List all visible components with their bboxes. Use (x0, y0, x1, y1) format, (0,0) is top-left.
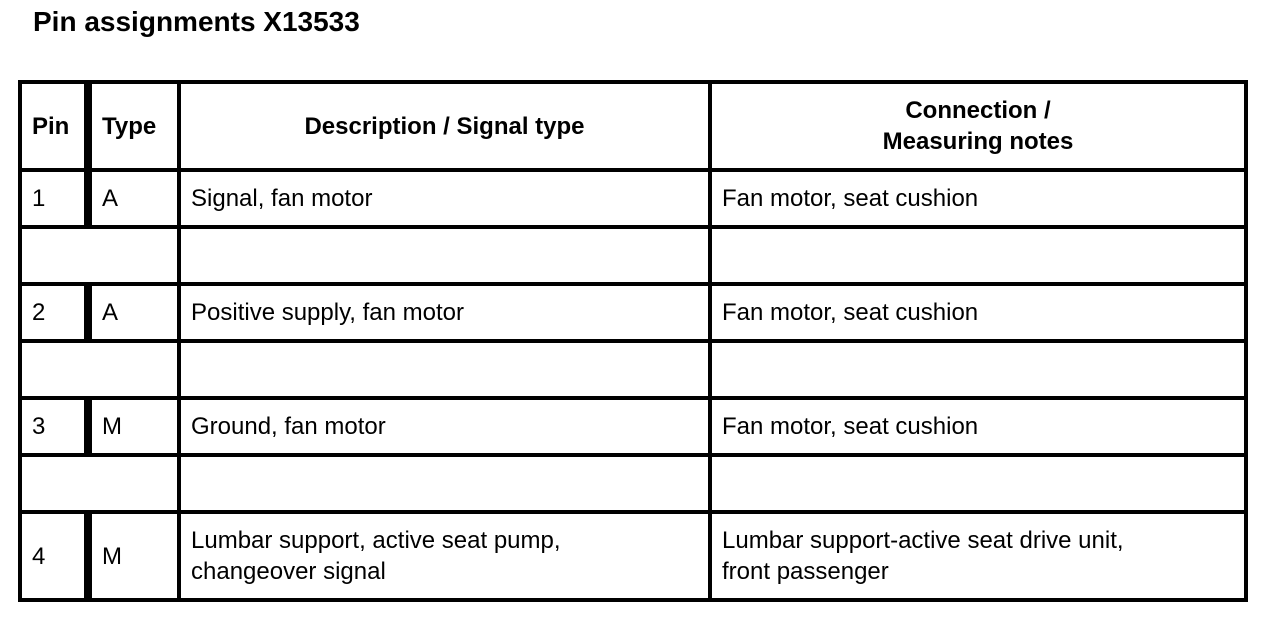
cell-pin-type-empty (20, 455, 179, 512)
cell-pin: 3 (20, 398, 88, 455)
cell-connection: Fan motor, seat cushion (710, 284, 1246, 341)
cell-description (179, 227, 710, 284)
page-title: Pin assignments X13533 (33, 6, 360, 37)
cell-pin-type-empty (20, 227, 179, 284)
table-row (20, 170, 1246, 227)
cell-connection (710, 227, 1246, 284)
cell-pin-type-empty (20, 341, 179, 398)
cell-type: M (88, 398, 179, 455)
cell-connection (710, 341, 1246, 398)
header-type: Type (88, 82, 179, 170)
cell-connection: Fan motor, seat cushion (710, 170, 1246, 227)
cell-type: A (88, 284, 179, 341)
cell-description-line2: changeover signal (191, 558, 386, 585)
header-connection (710, 82, 1246, 170)
table-row (20, 284, 1246, 341)
cell-description: Ground, fan motor (179, 398, 710, 455)
table-header-row (20, 82, 1246, 170)
header-connection-line2: Measuring notes (882, 128, 1074, 155)
header-connection-line1: Connection / (905, 97, 1051, 124)
cell-description: Signal, fan motor (179, 170, 710, 227)
header-pin: Pin (20, 82, 88, 170)
header-description: Description / Signal type (179, 82, 710, 170)
cell-connection-line2: front passenger (722, 558, 889, 585)
cell-connection (710, 455, 1246, 512)
cell-description: Positive supply, fan motor (179, 284, 710, 341)
table-row-spacer (20, 455, 1246, 512)
pin-assignments-table (18, 80, 1248, 602)
cell-type: M (88, 512, 179, 600)
cell-pin: 4 (20, 512, 88, 600)
cell-pin: 2 (20, 284, 88, 341)
cell-description-line1: Lumbar support, active seat pump, (191, 527, 561, 554)
table-row (20, 398, 1246, 455)
table-row-spacer (20, 227, 1246, 284)
cell-description (179, 341, 710, 398)
table-row-spacer (20, 341, 1246, 398)
cell-connection: Fan motor, seat cushion (710, 398, 1246, 455)
table-row (20, 512, 1246, 600)
cell-type: A (88, 170, 179, 227)
cell-description (179, 455, 710, 512)
cell-connection-line1: Lumbar support-active seat drive unit, (722, 527, 1124, 554)
cell-description (179, 512, 710, 600)
cell-connection (710, 512, 1246, 600)
cell-pin: 1 (20, 170, 88, 227)
